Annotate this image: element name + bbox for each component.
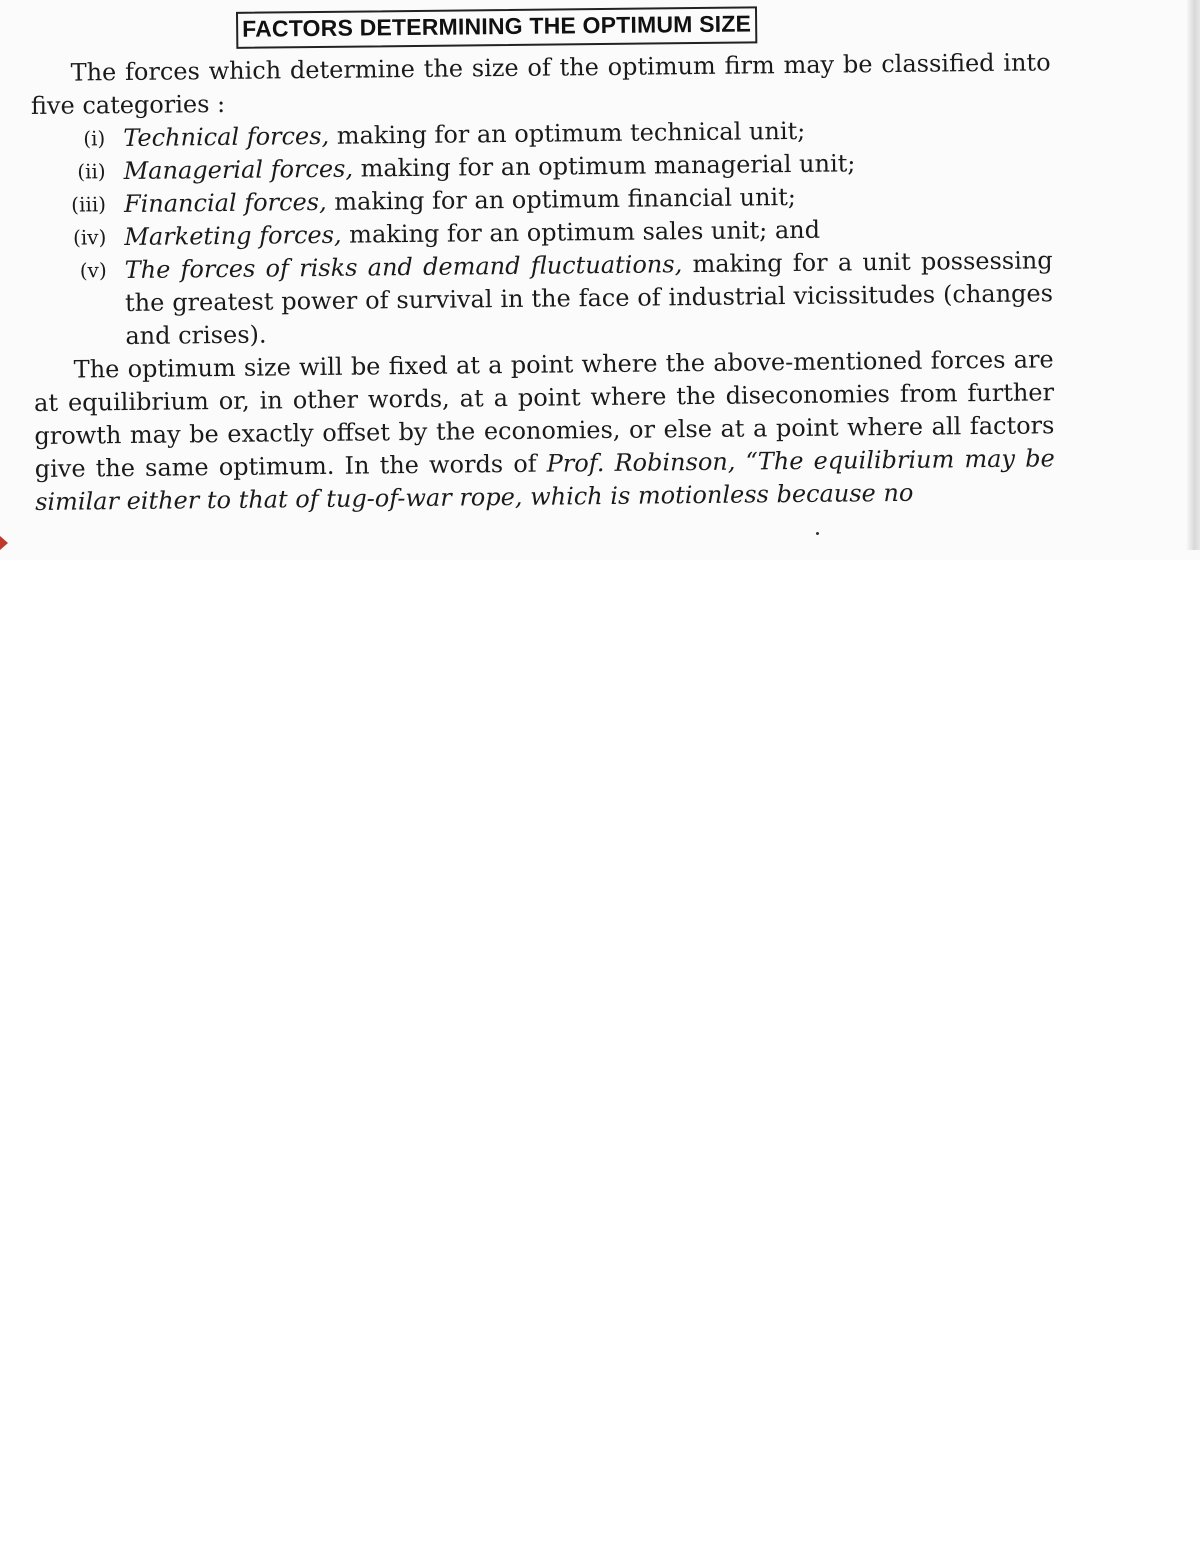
forces-list	[31, 112, 1053, 354]
list-item	[33, 244, 1054, 354]
closing-paragraph	[34, 343, 1056, 519]
item-text	[125, 244, 1054, 353]
page-edge-shadow	[1186, 0, 1200, 550]
ink-speck	[816, 532, 819, 535]
item-number: (iii)	[71, 192, 107, 217]
item-italic: Technical forces,	[123, 121, 330, 153]
item-number: (i)	[83, 126, 106, 151]
item-rest: making for a unit possessing the greatest power of survival in the face of industrial vicissitudes (changes and crises).	[124, 246, 1054, 351]
closing-quote: “The equilibrium may be similar either to that of tug-of-war rope, which is motionless because no	[34, 444, 1055, 516]
closing-author: Prof. Robinson,	[546, 447, 736, 478]
closing-text: The optimum size will be fixed at a point where the above-mentioned forces are at equilibrium or, in other words, at a point where the diseconomies from further growth may be exactly offset by the economies, or else at a point where all factors give the same optimum. In the words of	[33, 345, 1055, 483]
item-italic: Managerial forces,	[123, 154, 354, 186]
intro-text: The forces which determine the size of the optimum firm may be classified into five categories :	[30, 48, 1051, 120]
text-block	[30, 3, 1055, 519]
item-rest: making for an optimum sales unit; and	[341, 215, 821, 249]
item-italic: The forces of risks and demand fluctuations,	[124, 250, 683, 285]
item-italic: Financial forces,	[123, 187, 327, 219]
item-italic: Marketing forces,	[124, 220, 342, 252]
item-number: (v)	[79, 258, 107, 283]
item-rest: making for an optimum managerial unit;	[352, 149, 856, 183]
item-number: (iv)	[72, 225, 107, 250]
item-rest: making for an optimum financial unit;	[326, 182, 797, 216]
scanned-page	[0, 0, 1200, 560]
intro-paragraph	[30, 46, 1051, 123]
item-rest: making for an optimum technical unit;	[328, 116, 806, 150]
section-heading: FACTORS DETERMINING THE OPTIMUM SIZE	[236, 6, 757, 48]
red-margin-mark	[0, 536, 8, 550]
item-number: (ii)	[77, 159, 106, 184]
